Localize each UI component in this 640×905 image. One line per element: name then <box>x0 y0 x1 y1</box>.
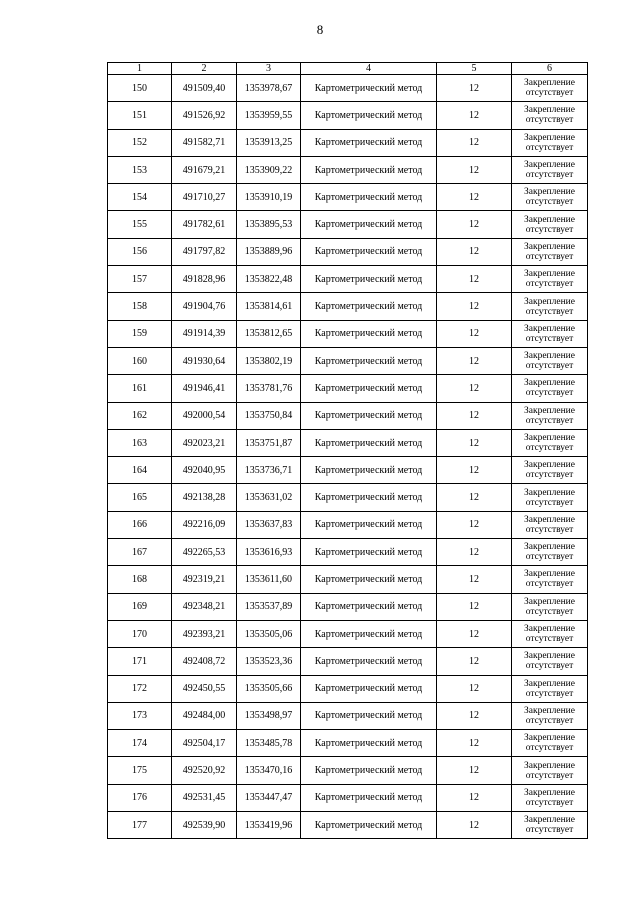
point-number-cell: 169 <box>108 593 172 620</box>
column-header-2: 2 <box>172 63 237 75</box>
column-header-5: 5 <box>437 63 512 75</box>
point-number-cell: 166 <box>108 511 172 538</box>
accuracy-cell: 12 <box>437 429 512 456</box>
x-coordinate-cell: 492520,92 <box>172 757 237 784</box>
method-cell: Картометрический метод <box>301 320 437 347</box>
table-body <box>108 75 588 839</box>
table-row <box>108 702 588 729</box>
accuracy-cell: 12 <box>437 457 512 484</box>
x-coordinate-cell: 492484,00 <box>172 702 237 729</box>
table-row <box>108 539 588 566</box>
accuracy-cell: 12 <box>437 347 512 374</box>
table-row <box>108 511 588 538</box>
accuracy-cell: 12 <box>437 702 512 729</box>
x-coordinate-cell: 492539,90 <box>172 812 237 839</box>
y-coordinate-cell: 1353611,60 <box>237 566 301 593</box>
point-number-cell: 159 <box>108 320 172 347</box>
x-coordinate-cell: 492504,17 <box>172 730 237 757</box>
point-number-cell: 177 <box>108 812 172 839</box>
column-header-3: 3 <box>237 63 301 75</box>
remark-cell: Закрепление отсутствует <box>512 566 588 593</box>
method-cell: Картометрический метод <box>301 211 437 238</box>
accuracy-cell: 12 <box>437 675 512 702</box>
method-cell: Картометрический метод <box>301 484 437 511</box>
y-coordinate-cell: 1353812,65 <box>237 320 301 347</box>
method-cell: Картометрический метод <box>301 156 437 183</box>
x-coordinate-cell: 492348,21 <box>172 593 237 620</box>
table-row <box>108 675 588 702</box>
table-row <box>108 812 588 839</box>
accuracy-cell: 12 <box>437 511 512 538</box>
method-cell: Картометрический метод <box>301 566 437 593</box>
point-number-cell: 158 <box>108 293 172 320</box>
accuracy-cell: 12 <box>437 75 512 102</box>
method-cell: Картометрический метод <box>301 402 437 429</box>
x-coordinate-cell: 491526,92 <box>172 102 237 129</box>
point-number-cell: 161 <box>108 375 172 402</box>
point-number-cell: 173 <box>108 702 172 729</box>
y-coordinate-cell: 1353447,47 <box>237 784 301 811</box>
accuracy-cell: 12 <box>437 620 512 647</box>
y-coordinate-cell: 1353470,16 <box>237 757 301 784</box>
accuracy-cell: 12 <box>437 730 512 757</box>
coordinates-table <box>107 62 588 839</box>
table-row <box>108 102 588 129</box>
point-number-cell: 160 <box>108 347 172 374</box>
x-coordinate-cell: 492393,21 <box>172 620 237 647</box>
method-cell: Картометрический метод <box>301 730 437 757</box>
method-cell: Картометрический метод <box>301 784 437 811</box>
y-coordinate-cell: 1353959,55 <box>237 102 301 129</box>
method-cell: Картометрический метод <box>301 293 437 320</box>
method-cell: Картометрический метод <box>301 593 437 620</box>
x-coordinate-cell: 491914,39 <box>172 320 237 347</box>
point-number-cell: 168 <box>108 566 172 593</box>
table-row <box>108 648 588 675</box>
x-coordinate-cell: 492138,28 <box>172 484 237 511</box>
accuracy-cell: 12 <box>437 156 512 183</box>
x-coordinate-cell: 492450,55 <box>172 675 237 702</box>
y-coordinate-cell: 1353498,97 <box>237 702 301 729</box>
remark-cell: Закрепление отсутствует <box>512 402 588 429</box>
column-header-6: 6 <box>512 63 588 75</box>
method-cell: Картометрический метод <box>301 511 437 538</box>
method-cell: Картометрический метод <box>301 238 437 265</box>
table-row <box>108 484 588 511</box>
method-cell: Картометрический метод <box>301 184 437 211</box>
table-row <box>108 347 588 374</box>
remark-cell: Закрепление отсутствует <box>512 620 588 647</box>
remark-cell: Закрепление отсутствует <box>512 102 588 129</box>
y-coordinate-cell: 1353889,96 <box>237 238 301 265</box>
table-row <box>108 593 588 620</box>
table-row <box>108 757 588 784</box>
method-cell: Картометрический метод <box>301 129 437 156</box>
table-row <box>108 184 588 211</box>
remark-cell: Закрепление отсутствует <box>512 211 588 238</box>
y-coordinate-cell: 1353895,53 <box>237 211 301 238</box>
table-row <box>108 293 588 320</box>
remark-cell: Закрепление отсутствует <box>512 539 588 566</box>
table-row <box>108 320 588 347</box>
y-coordinate-cell: 1353736,71 <box>237 457 301 484</box>
y-coordinate-cell: 1353537,89 <box>237 593 301 620</box>
column-header-1: 1 <box>108 63 172 75</box>
remark-cell: Закрепление отсутствует <box>512 675 588 702</box>
remark-cell: Закрепление отсутствует <box>512 156 588 183</box>
point-number-cell: 163 <box>108 429 172 456</box>
x-coordinate-cell: 492319,21 <box>172 566 237 593</box>
remark-cell: Закрепление отсутствует <box>512 757 588 784</box>
method-cell: Картометрический метод <box>301 375 437 402</box>
y-coordinate-cell: 1353802,19 <box>237 347 301 374</box>
point-number-cell: 174 <box>108 730 172 757</box>
point-number-cell: 175 <box>108 757 172 784</box>
x-coordinate-cell: 491930,64 <box>172 347 237 374</box>
x-coordinate-cell: 491946,41 <box>172 375 237 402</box>
remark-cell: Закрепление отсутствует <box>512 457 588 484</box>
point-number-cell: 152 <box>108 129 172 156</box>
y-coordinate-cell: 1353485,78 <box>237 730 301 757</box>
remark-cell: Закрепление отсутствует <box>512 184 588 211</box>
method-cell: Картометрический метод <box>301 539 437 566</box>
accuracy-cell: 12 <box>437 266 512 293</box>
remark-cell: Закрепление отсутствует <box>512 347 588 374</box>
point-number-cell: 150 <box>108 75 172 102</box>
accuracy-cell: 12 <box>437 402 512 429</box>
accuracy-cell: 12 <box>437 293 512 320</box>
method-cell: Картометрический метод <box>301 702 437 729</box>
accuracy-cell: 12 <box>437 784 512 811</box>
method-cell: Картометрический метод <box>301 757 437 784</box>
table-row <box>108 730 588 757</box>
method-cell: Картометрический метод <box>301 648 437 675</box>
y-coordinate-cell: 1353616,93 <box>237 539 301 566</box>
remark-cell: Закрепление отсутствует <box>512 784 588 811</box>
y-coordinate-cell: 1353505,66 <box>237 675 301 702</box>
accuracy-cell: 12 <box>437 566 512 593</box>
accuracy-cell: 12 <box>437 757 512 784</box>
remark-cell: Закрепление отсутствует <box>512 812 588 839</box>
x-coordinate-cell: 491509,40 <box>172 75 237 102</box>
method-cell: Картометрический метод <box>301 429 437 456</box>
table-row <box>108 129 588 156</box>
y-coordinate-cell: 1353751,87 <box>237 429 301 456</box>
remark-cell: Закрепление отсутствует <box>512 429 588 456</box>
x-coordinate-cell: 492000,54 <box>172 402 237 429</box>
point-number-cell: 167 <box>108 539 172 566</box>
remark-cell: Закрепление отсутствует <box>512 375 588 402</box>
accuracy-cell: 12 <box>437 320 512 347</box>
method-cell: Картометрический метод <box>301 75 437 102</box>
y-coordinate-cell: 1353637,83 <box>237 511 301 538</box>
table-row <box>108 457 588 484</box>
table-row <box>108 620 588 647</box>
x-coordinate-cell: 492023,21 <box>172 429 237 456</box>
table-row <box>108 156 588 183</box>
point-number-cell: 162 <box>108 402 172 429</box>
accuracy-cell: 12 <box>437 375 512 402</box>
remark-cell: Закрепление отсутствует <box>512 238 588 265</box>
table-row <box>108 402 588 429</box>
table-header <box>108 63 588 75</box>
x-coordinate-cell: 491582,71 <box>172 129 237 156</box>
x-coordinate-cell: 491782,61 <box>172 211 237 238</box>
remark-cell: Закрепление отсутствует <box>512 320 588 347</box>
y-coordinate-cell: 1353750,84 <box>237 402 301 429</box>
point-number-cell: 156 <box>108 238 172 265</box>
point-number-cell: 157 <box>108 266 172 293</box>
method-cell: Картометрический метод <box>301 347 437 374</box>
accuracy-cell: 12 <box>437 539 512 566</box>
y-coordinate-cell: 1353523,36 <box>237 648 301 675</box>
accuracy-cell: 12 <box>437 812 512 839</box>
x-coordinate-cell: 491797,82 <box>172 238 237 265</box>
accuracy-cell: 12 <box>437 648 512 675</box>
x-coordinate-cell: 492408,72 <box>172 648 237 675</box>
accuracy-cell: 12 <box>437 484 512 511</box>
method-cell: Картометрический метод <box>301 102 437 129</box>
table-row <box>108 266 588 293</box>
y-coordinate-cell: 1353419,96 <box>237 812 301 839</box>
table-row <box>108 784 588 811</box>
method-cell: Картометрический метод <box>301 620 437 647</box>
point-number-cell: 155 <box>108 211 172 238</box>
remark-cell: Закрепление отсутствует <box>512 593 588 620</box>
y-coordinate-cell: 1353814,61 <box>237 293 301 320</box>
accuracy-cell: 12 <box>437 238 512 265</box>
table-row <box>108 211 588 238</box>
point-number-cell: 171 <box>108 648 172 675</box>
y-coordinate-cell: 1353781,76 <box>237 375 301 402</box>
y-coordinate-cell: 1353913,25 <box>237 129 301 156</box>
accuracy-cell: 12 <box>437 184 512 211</box>
y-coordinate-cell: 1353910,19 <box>237 184 301 211</box>
remark-cell: Закрепление отсутствует <box>512 702 588 729</box>
y-coordinate-cell: 1353978,67 <box>237 75 301 102</box>
x-coordinate-cell: 492040,95 <box>172 457 237 484</box>
accuracy-cell: 12 <box>437 102 512 129</box>
method-cell: Картометрический метод <box>301 266 437 293</box>
x-coordinate-cell: 491679,21 <box>172 156 237 183</box>
header-row <box>108 63 588 75</box>
table-row <box>108 375 588 402</box>
x-coordinate-cell: 492531,45 <box>172 784 237 811</box>
point-number-cell: 153 <box>108 156 172 183</box>
table-row <box>108 566 588 593</box>
accuracy-cell: 12 <box>437 129 512 156</box>
point-number-cell: 165 <box>108 484 172 511</box>
accuracy-cell: 12 <box>437 593 512 620</box>
column-header-4: 4 <box>301 63 437 75</box>
remark-cell: Закрепление отсутствует <box>512 484 588 511</box>
point-number-cell: 151 <box>108 102 172 129</box>
point-number-cell: 164 <box>108 457 172 484</box>
remark-cell: Закрепление отсутствует <box>512 129 588 156</box>
x-coordinate-cell: 491828,96 <box>172 266 237 293</box>
table-row <box>108 75 588 102</box>
remark-cell: Закрепление отсутствует <box>512 75 588 102</box>
point-number-cell: 176 <box>108 784 172 811</box>
remark-cell: Закрепление отсутствует <box>512 266 588 293</box>
point-number-cell: 154 <box>108 184 172 211</box>
y-coordinate-cell: 1353909,22 <box>237 156 301 183</box>
y-coordinate-cell: 1353505,06 <box>237 620 301 647</box>
remark-cell: Закрепление отсутствует <box>512 648 588 675</box>
remark-cell: Закрепление отсутствует <box>512 293 588 320</box>
x-coordinate-cell: 492265,53 <box>172 539 237 566</box>
point-number-cell: 170 <box>108 620 172 647</box>
table-row <box>108 238 588 265</box>
y-coordinate-cell: 1353631,02 <box>237 484 301 511</box>
method-cell: Картометрический метод <box>301 812 437 839</box>
remark-cell: Закрепление отсутствует <box>512 730 588 757</box>
remark-cell: Закрепление отсутствует <box>512 511 588 538</box>
point-number-cell: 172 <box>108 675 172 702</box>
x-coordinate-cell: 491904,76 <box>172 293 237 320</box>
y-coordinate-cell: 1353822,48 <box>237 266 301 293</box>
method-cell: Картометрический метод <box>301 675 437 702</box>
table-row <box>108 429 588 456</box>
page-number: 8 <box>316 22 324 37</box>
x-coordinate-cell: 491710,27 <box>172 184 237 211</box>
x-coordinate-cell: 492216,09 <box>172 511 237 538</box>
accuracy-cell: 12 <box>437 211 512 238</box>
method-cell: Картометрический метод <box>301 457 437 484</box>
